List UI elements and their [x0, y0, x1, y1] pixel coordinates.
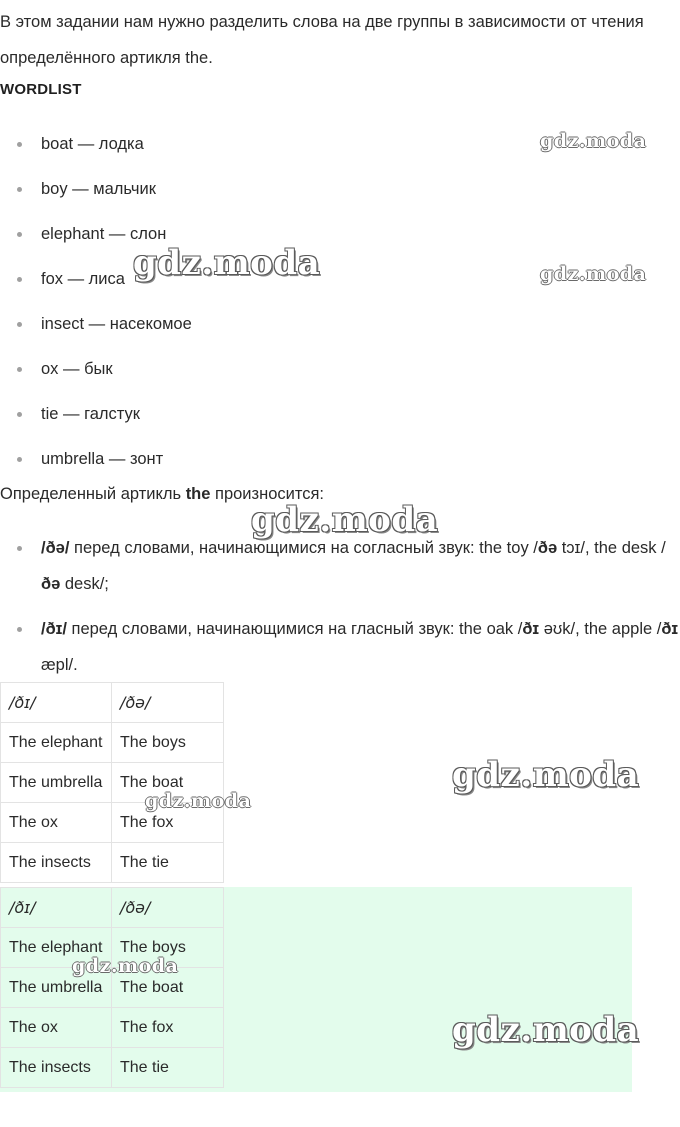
bullet-icon [17, 142, 22, 147]
intro-text: В этом задании нам нужно разделить слова на две группы в зависимости от чтения определённого артикля the. [0, 13, 644, 67]
table-cell: The fox [112, 1008, 224, 1048]
watermark: gdz.moda [540, 263, 647, 285]
table-cell: The elephant [1, 928, 112, 968]
bullet-icon [17, 322, 22, 327]
table-cell: The tie [112, 1048, 224, 1088]
bullet-icon [17, 457, 22, 462]
watermark: gdz.moda [133, 243, 321, 283]
table-header-cell: /ðɪ/ [1, 683, 112, 723]
bullet-icon [17, 546, 22, 551]
rule-sound: /ðə/ [41, 539, 70, 557]
bullet-icon [17, 627, 22, 632]
table-header-cell: /ðə/ [112, 888, 224, 928]
list-item: boat — лодка [0, 122, 192, 167]
table-header-cell: /ðə/ [112, 683, 224, 723]
table-cell: The boat [112, 763, 224, 803]
rule-sound: /ðɪ/ [41, 620, 67, 638]
table-header-cell: /ðɪ/ [1, 888, 112, 928]
table-header-row [1, 888, 224, 928]
answer-table-highlighted [0, 887, 224, 1088]
watermark: gdz.moda [72, 955, 179, 977]
table-cell: The umbrella [1, 968, 112, 1008]
table-cell: The tie [112, 843, 224, 883]
watermark: gdz.moda [251, 500, 439, 540]
bullet-icon [17, 367, 22, 372]
watermark: gdz.moda [540, 130, 647, 152]
table-row [1, 1008, 224, 1048]
bullet-icon [17, 412, 22, 417]
table-cell: The umbrella [1, 763, 112, 803]
table-cell: The insects [1, 1048, 112, 1088]
pronunciation-rules [0, 530, 680, 692]
table-cell: The boys [112, 928, 224, 968]
table-cell: The boys [112, 723, 224, 763]
watermark: gdz.moda [452, 755, 640, 795]
bullet-icon [17, 187, 22, 192]
table-cell: The boat [112, 968, 224, 1008]
wordlist-title: WORDLIST [0, 81, 82, 98]
bullet-icon [17, 277, 22, 282]
list-item: elephant — слон [0, 212, 192, 257]
table-cell: The insects [1, 843, 112, 883]
table-row [1, 843, 224, 883]
article-intro: Определенный артикль the произносится: [0, 485, 324, 503]
list-item: fox — лиса [0, 257, 192, 302]
table-cell: The ox [1, 803, 112, 843]
table-row [1, 1048, 224, 1088]
watermark: gdz.moda [452, 1010, 640, 1050]
list-item: insect — насекомое [0, 302, 192, 347]
table-row [1, 723, 224, 763]
highlighted-answer-block [0, 887, 632, 1092]
table-cell: The fox [112, 803, 224, 843]
table-header-row [1, 683, 224, 723]
rule-item: /ðɪ/ перед словами, начинающимися на гласный звук: the oak /ðɪ əʊk/, the apple /ðɪ æpl/. [0, 611, 680, 683]
bullet-icon [17, 232, 22, 237]
answer-table [0, 682, 224, 883]
list-item: tie — галстук [0, 392, 192, 437]
watermark: gdz.moda [145, 790, 252, 812]
word-list [0, 122, 192, 482]
list-item: boy — мальчик [0, 167, 192, 212]
table-cell: The elephant [1, 723, 112, 763]
list-item: umbrella — зонт [0, 437, 192, 482]
table-cell: The ox [1, 1008, 112, 1048]
rule-item: /ðə/ перед словами, начинающимися на согласный звук: the toy /ðə tɔɪ/, the desk /ðə desk/; [0, 530, 680, 602]
list-item: ox — бык [0, 347, 192, 392]
